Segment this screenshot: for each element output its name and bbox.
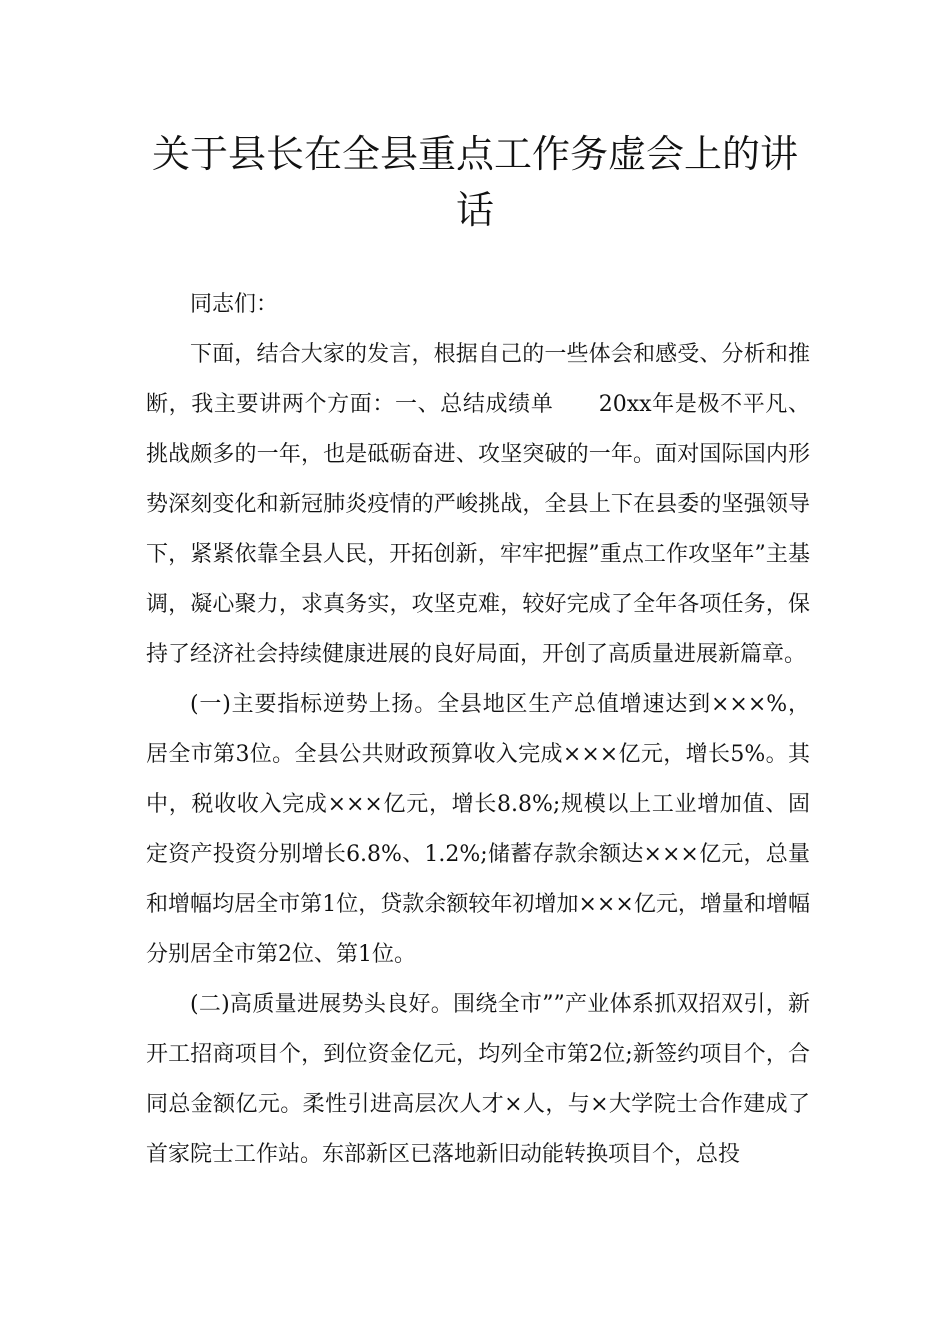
paragraph-section-1: (一)主要指标逆势上扬。全县地区生产总值增速达到×××%，居全市第3位。全县公共财政预算收入完成×××亿元，增长5%。其中，税收收入完成×××亿元，增长8.8%;规模以上工业增加值、固定资产投资分别增长6.8%、1.2%;储蓄存款余额达×××亿元，总量和增幅均居全市第1位，贷款余额较年初增加×××亿元，增量和增幅分别居全市第2位、第1位。 — [146, 692, 810, 967]
paragraph-salutation: 同志们： — [190, 292, 279, 317]
paragraph-intro: 下面，结合大家的发言，根据自己的一些体会和感受、分析和推断，我主要讲两个方面：一、总结成绩单 20xx年是极不平凡、挑战颇多的一年，也是砥砺奋进、攻坚突破的一年。面对国际国内形势深刻变化和新冠肺炎疫情的严峻挑战，全县上下在县委的坚强领导下，紧紧依靠全县人民，开拓创新，牢牢把握”重点工作攻坚年”主基调，凝心聚力，求真务实，攻坚克难，较好完成了全年各项任务，保持了经济社会持续健康进展的良好局面，开创了高质量进展新篇章。 — [146, 342, 810, 667]
paragraph-section-2: (二)高质量进展势头良好。围绕全市””产业体系抓双招双引，新开工招商项目个，到位资金亿元，均列全市第2位;新签约项目个，合同总金额亿元。柔性引进高层次人才×人，与×大学院士合作建成了首家院士工作站。东部新区已落地新旧动能转换项目个，总投 — [146, 992, 810, 1167]
document-title: 关于县长在全县重点工作务虚会上的讲话 — [151, 132, 798, 232]
document-body — [146, 280, 810, 1180]
